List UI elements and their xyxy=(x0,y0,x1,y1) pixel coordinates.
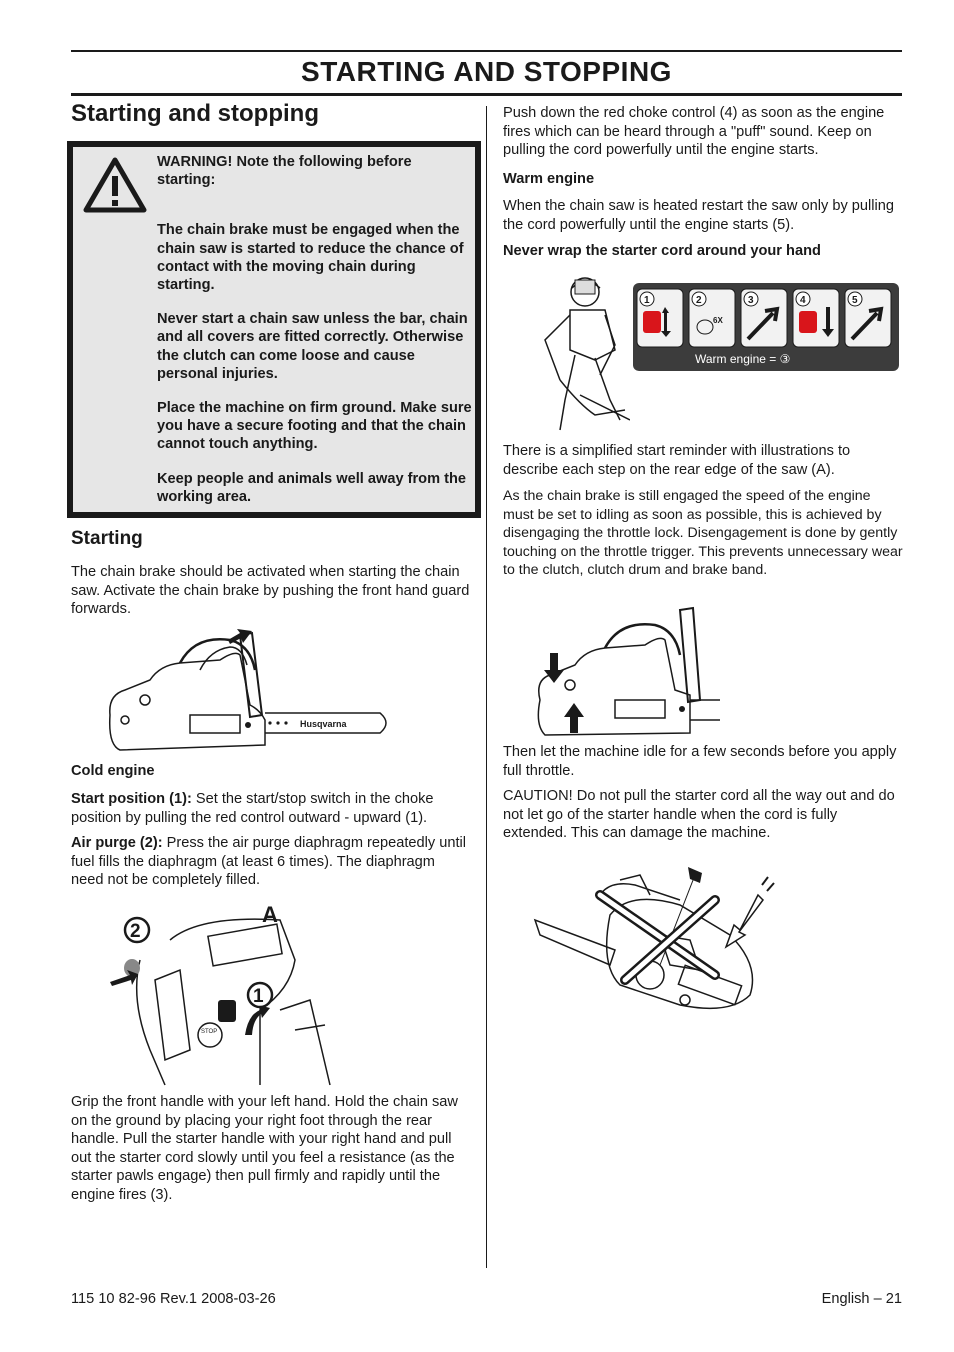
figure-label-a: A xyxy=(262,902,278,927)
figure-label-2: 2 xyxy=(130,921,141,942)
choke-block xyxy=(503,104,903,160)
warm-engine-block xyxy=(503,197,903,234)
start-position-paragraph xyxy=(71,790,471,827)
warning-item: The chain brake must be engaged when the chain saw is started to reduce the chance of contact with the moving chain during starting. xyxy=(157,222,464,294)
purge-count-label: 6X xyxy=(713,316,723,325)
figure-label-1: 1 xyxy=(253,986,264,1007)
warning-triangle-icon xyxy=(83,157,147,213)
person-starting-saw-illustration xyxy=(520,270,630,435)
section-title: Starting and stopping xyxy=(71,100,319,127)
warm-engine-heading-block xyxy=(503,170,903,189)
air-purge-paragraph xyxy=(71,834,471,890)
reminder-paragraph: There is a simplified start reminder with illustrations to describe each step on the rear edge of the saw (A). xyxy=(503,443,851,478)
warning-box xyxy=(67,141,481,518)
chain-brake-illustration xyxy=(100,625,395,755)
start-position-label: Start position (1): xyxy=(71,791,192,807)
start-position-block xyxy=(71,790,471,827)
starting-intro: The chain brake should be activated when starting the chain saw. Activate the chain brake by pushing the front hand guard forwards. xyxy=(71,564,470,618)
cold-engine-heading: Cold engine xyxy=(71,763,155,779)
throttle-lock-illustration xyxy=(530,605,725,740)
choke-paragraph: Push down the red choke control (4) as soon as the engine fires which can be heard through a "puff" sound. Keep on pulling the cord powerfully until the engine starts. xyxy=(503,105,885,159)
choke-purge-illustration xyxy=(110,900,340,1090)
warm-engine-paragraph: When the chain saw is heated restart the saw only by pulling the cord powerfully until the engine starts (5). xyxy=(503,198,895,233)
header-rule-top xyxy=(71,50,902,52)
warning-item: Keep people and animals well away from the working area. xyxy=(157,470,466,505)
air-purge-text: Press the air purge diaphragm repeatedly until fuel fills the diaphragm (at least 6 times). The diaphragm need not be completely filled. xyxy=(71,835,467,889)
start-reminder-decal xyxy=(633,283,899,371)
starting-title: Starting xyxy=(71,528,143,549)
caution-block xyxy=(503,787,903,843)
column-divider xyxy=(486,106,487,1268)
idle-text-block xyxy=(503,487,903,580)
reminder-step-3: 3 xyxy=(748,295,754,306)
never-wrap-warning: Never wrap the starter cord around your hand xyxy=(503,243,821,259)
warning-box-inner xyxy=(73,147,475,512)
air-purge-label: Air purge (2): xyxy=(71,835,163,851)
reminder-step-1: 1 xyxy=(644,295,650,306)
stop-switch-label: STOP xyxy=(201,1029,218,1035)
air-purge-block xyxy=(71,834,471,890)
caution-paragraph: CAUTION! Do not pull the starter cord all the way out and do not let go of the starter handle when the cord is fully extended. This can damage the machine. xyxy=(503,788,895,842)
reminder-step-4: 4 xyxy=(800,295,806,306)
grip-paragraph: Grip the front handle with your left hand. Hold the chain saw on the ground by placing your right foot through the rear handle. Pull the starter handle with your right hand and pull out the starter cord slowly until you feel a resistance (as the starter pawls engage) then pull firmly and rapidly until the engine fires (3). xyxy=(71,1094,458,1203)
grip-block xyxy=(71,1093,471,1205)
warning-item: Never start a chain saw unless the bar, chain and all covers are fitted correctly. Otherwise the clutch can come loose and cause personal injuries. xyxy=(157,311,468,382)
idle-full-paragraph: Then let the machine idle for a few seconds before you apply full throttle. xyxy=(503,744,897,779)
reminder-step-5: 5 xyxy=(852,295,858,306)
saw-brand-label: Husqvarna xyxy=(300,719,347,729)
never-wrap-block xyxy=(503,242,903,261)
warm-engine-decal-label: Warm engine = ③ xyxy=(695,352,791,366)
footer-doc-number: 115 10 82-96 Rev.1 2008-03-26 xyxy=(71,1291,276,1307)
warning-item: Place the machine on firm ground. Make sure you have a secure footing and that the chain cannot touch anything. xyxy=(157,400,472,453)
starting-intro-block xyxy=(71,563,471,619)
footer-page-label: English – 21 xyxy=(821,1291,902,1307)
reminder-step-2: 2 xyxy=(696,295,702,306)
start-position-text: Set the start/stop switch in the choke position by pulling the red control outward - upward (1). xyxy=(71,791,434,826)
warning-text xyxy=(157,153,473,522)
cold-engine-block xyxy=(71,762,471,781)
warning-heading: WARNING! Note the following before starting: xyxy=(157,154,412,189)
starting-heading-block xyxy=(71,530,471,549)
page-title: STARTING AND STOPPING xyxy=(301,56,672,87)
starter-cord-caution-illustration xyxy=(530,855,780,1020)
idle-paragraph: As the chain brake is still engaged the speed of the engine must be set to idling as soon as possible, this is achieved by disengaging the throttle lock. Disengagement is done by gently touching on the throttle trigger. This prevents unnecessary wear to the clutch, clutch drum and brake band. xyxy=(503,488,903,579)
idle-full-block xyxy=(503,743,903,780)
reminder-text-block xyxy=(503,442,903,479)
header-rule-bottom xyxy=(71,93,902,96)
warm-engine-heading: Warm engine xyxy=(503,171,595,187)
